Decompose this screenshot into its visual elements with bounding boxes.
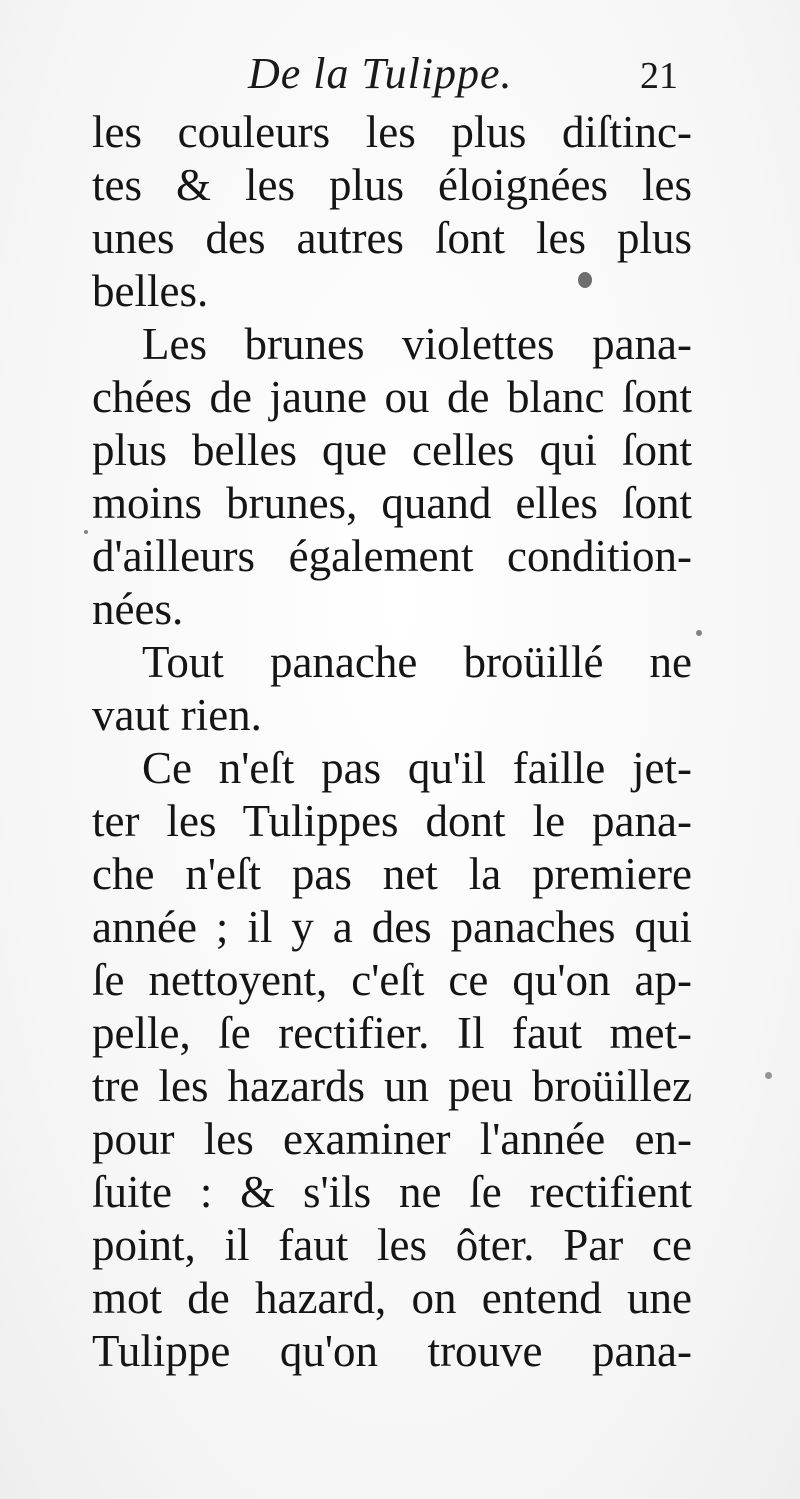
text-line: plus belles que celles qui ſont bbox=[92, 425, 692, 475]
text-line: mot de hazard, on entend une bbox=[92, 1273, 692, 1323]
text-line: ter les Tulippes dont le pana- bbox=[92, 796, 692, 846]
text-line: ſe nettoyent, c'eſt ce qu'on ap- bbox=[92, 955, 692, 1005]
text-line: Tulippe qu'on trouve pana- bbox=[92, 1326, 692, 1376]
text-line: Ce n'eſt pas qu'il faille jet- bbox=[142, 743, 692, 793]
ink-speck bbox=[578, 272, 592, 288]
text-line: nées. bbox=[92, 584, 184, 634]
text-line: tes & les plus éloignées les bbox=[92, 160, 692, 210]
ink-speck bbox=[765, 1072, 772, 1079]
text-line: pelle, ſe rectifier. Il faut met- bbox=[92, 1008, 692, 1058]
text-line: année ; il y a des panaches qui bbox=[92, 902, 692, 952]
text-line: chées de jaune ou de blanc ſont bbox=[92, 372, 692, 422]
ink-speck bbox=[696, 630, 702, 636]
running-title: De la Tulippe. bbox=[248, 49, 513, 98]
text-line: les couleurs les plus diſtinc- bbox=[92, 107, 692, 157]
text-line: che n'eſt pas net la premiere bbox=[92, 849, 692, 899]
text-line: tre les hazards un peu broüillez bbox=[92, 1061, 692, 1111]
text-line: unes des autres ſont les plus bbox=[92, 213, 692, 263]
text-line: belles. bbox=[92, 266, 209, 316]
text-line: d'ailleurs également condition- bbox=[92, 531, 692, 581]
text-line: point, il faut les ôter. Par ce bbox=[92, 1220, 692, 1270]
text-line: vaut rien. bbox=[92, 690, 262, 740]
text-line: Les brunes violettes pana- bbox=[142, 319, 692, 369]
text-line: pour les examiner l'année en- bbox=[92, 1114, 692, 1164]
text-line: Tout panache broüillé ne bbox=[142, 637, 692, 687]
text-line: ſuite : & s'ils ne ſe rectifient bbox=[92, 1167, 692, 1217]
page-number: 21 bbox=[640, 55, 678, 97]
text-line: moins brunes, quand elles ſont bbox=[92, 478, 692, 528]
body-text bbox=[92, 106, 692, 1378]
ink-speck bbox=[84, 530, 88, 534]
